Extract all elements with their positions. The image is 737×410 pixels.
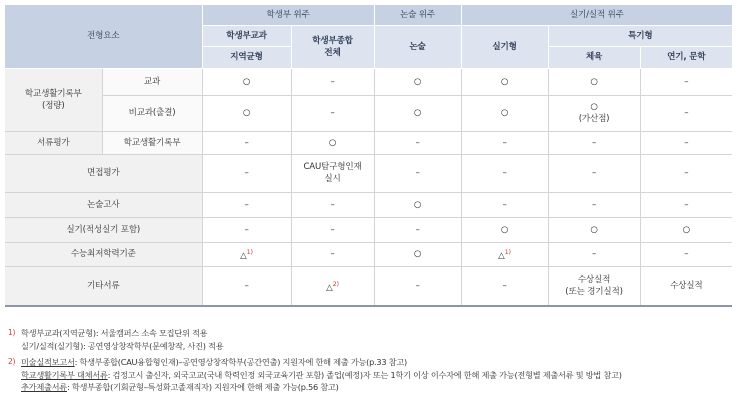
footnote-term: 미술실적보고서 [21, 357, 75, 367]
footnote-1-line: 학생부교과(지역균형): 서울캠퍼스 소속 모집단위 적용 [21, 328, 208, 338]
row-label-hakbu-line2: (정량) [41, 100, 65, 111]
table-row [5, 131, 732, 154]
cell: – [461, 266, 548, 306]
footnote-text: : 검정고시 출신자, 외국고교(국내 학력인정 외국교육기관 포함) 졸업(예정)자 또는 1학기 이상 이수자에 한해 제출 가능(전형별 제출서류 및 방법 참고) [107, 369, 622, 380]
cell: – [291, 242, 374, 266]
header-cheyuk: 체육 [548, 46, 640, 68]
cell: ○ [374, 68, 461, 95]
cell: ○ [461, 217, 548, 242]
cell: – [202, 192, 291, 217]
footnote-1-line: 실기/실적(실기형): 공연영상창작학부(문예창작, 사진) 적용 [21, 340, 224, 351]
cell: ○ [291, 131, 374, 154]
cell: – [461, 131, 548, 154]
footnote-marker-2: 2) [332, 279, 339, 288]
cell: – [640, 242, 732, 266]
cell: – [640, 154, 732, 192]
row-sublabel-seoryu: 학교생활기록부 [102, 131, 202, 154]
footnote-2 [8, 356, 622, 394]
cell: 수상실적 [640, 266, 732, 306]
cell [291, 154, 374, 192]
row-label-gita: 기타서류 [5, 266, 202, 306]
cell: – [461, 192, 548, 217]
cell-value: △ [240, 250, 247, 261]
cell-value: △ [498, 250, 505, 261]
cell [461, 242, 548, 266]
cell: – [374, 131, 461, 154]
cell: – [640, 192, 732, 217]
cell: ○ [548, 217, 640, 242]
cell: – [202, 266, 291, 306]
header-group-hakbu: 학생부 위주 [202, 5, 374, 25]
cell-value: △ [326, 282, 333, 293]
cell-value: ○ [590, 102, 598, 112]
cell [291, 266, 374, 306]
cell-value: 수상실적 [577, 274, 611, 285]
cell [548, 266, 640, 306]
footnote-text: : 학생부종합(CAU융합형인재)–공연영상창작학부(공간연출) 지원자에 한해 제출 가능(p.33 참고) [74, 357, 407, 367]
cell: – [291, 68, 374, 95]
cell: ○ [374, 242, 461, 266]
table-row [5, 68, 732, 95]
cell: – [202, 217, 291, 242]
row-label-nonsul: 논술고사 [5, 192, 202, 217]
cell: ○ [548, 68, 640, 95]
header-teukgi: 특기형 [548, 25, 732, 46]
footnote-2-number: 2) [8, 357, 16, 366]
table-row [5, 192, 732, 217]
row-label-hakbu-line1: 학교생활기록부 [24, 88, 82, 99]
header-nonsul: 논술 [374, 25, 461, 68]
cell: – [202, 131, 291, 154]
row-label-suneung: 수능최저학력기준 [5, 242, 202, 266]
cell: – [640, 95, 732, 131]
row-label-bigyokwa: 비교과(출결) [102, 95, 202, 131]
row-label-myeonjeop: 면접평가 [5, 154, 202, 192]
cell: – [640, 131, 732, 154]
cell: – [548, 242, 640, 266]
table-row [5, 154, 732, 192]
cell: – [374, 154, 461, 192]
row-label-gyokwa: 교과 [102, 68, 202, 95]
footnote-text: : 학생부종합(기회균형–특성화고졸재직자) 지원자에 한해 제출 가능(p.56 참고) [66, 382, 339, 392]
cell-extra: (또는 경기실적) [565, 286, 623, 297]
cell [202, 242, 291, 266]
footnotes [8, 327, 622, 394]
header-jiyeok: 지역균형 [202, 46, 291, 68]
footnote-1-number: 1) [8, 328, 16, 337]
header-jonghap-line1: 학생부종합 [312, 35, 353, 46]
header-corner: 전형요소 [5, 5, 202, 68]
header-jonghap-line2: 전체 [324, 47, 341, 58]
header-yeongi: 연기, 문학 [640, 46, 732, 68]
table-row [5, 242, 732, 266]
footnote-marker-1: 1) [246, 248, 253, 257]
cell: – [548, 192, 640, 217]
cell-extra: (가산점) [578, 114, 610, 124]
row-label-hakbu [5, 68, 102, 131]
cell: – [461, 154, 548, 192]
row-label-seoryu: 서류평가 [5, 131, 102, 154]
cell: ○ [374, 95, 461, 131]
table-row [5, 217, 732, 242]
admission-elements-table [5, 5, 732, 307]
header-gyokwa: 학생부교과 [202, 25, 291, 46]
cell: – [640, 68, 732, 95]
footnote-1 [8, 327, 622, 352]
footnote-term: 추가제출서류 [21, 382, 67, 392]
cell: – [374, 217, 461, 242]
cell-value: CAU탐구형인재 [303, 162, 362, 172]
cell-extra: 실시 [324, 174, 341, 184]
table-row [5, 266, 732, 306]
cell: – [548, 154, 640, 192]
table-row [5, 95, 732, 131]
cell: ○ [202, 95, 291, 131]
cell: – [291, 217, 374, 242]
header-group-nonsul: 논술 위주 [374, 5, 461, 25]
footnote-marker-1: 1) [504, 248, 511, 257]
header-jonghap [291, 25, 374, 68]
cell: – [548, 131, 640, 154]
footnote-2-line [21, 381, 622, 394]
cell: ○ [461, 68, 548, 95]
cell [548, 95, 640, 131]
cell: ○ [374, 192, 461, 217]
row-label-silgi: 실기(적성실기 포함) [5, 217, 202, 242]
header-silgi: 실기형 [461, 25, 548, 68]
cell: – [291, 192, 374, 217]
cell: ○ [640, 217, 732, 242]
footnote-2-line [21, 369, 622, 382]
cell: – [374, 266, 461, 306]
cell: – [202, 154, 291, 192]
cell: ○ [461, 95, 548, 131]
header-group-silgi: 실기/실적 위주 [461, 5, 732, 25]
footnote-term: 학교생활기록부 대체서류 [21, 369, 108, 380]
cell: – [291, 95, 374, 131]
footnote-2-line [21, 356, 622, 369]
cell: ○ [202, 68, 291, 95]
